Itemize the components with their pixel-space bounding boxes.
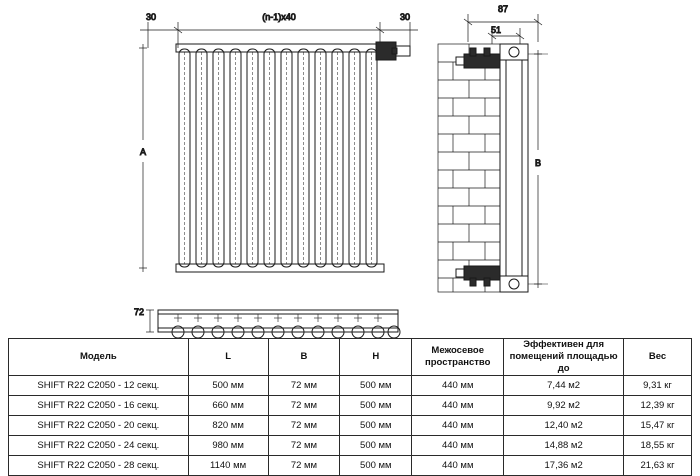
specifications-table <box>8 338 692 476</box>
cell-h: 500 мм <box>340 416 412 436</box>
fin-group <box>179 49 377 267</box>
cell-model: SHIFT R22 C2050 - 24 секц. <box>9 436 189 456</box>
front-valve-block <box>376 42 410 60</box>
cell-model: SHIFT R22 C2050 - 28 секц. <box>9 456 189 476</box>
cell-axis: 440 мм <box>412 436 504 456</box>
dim-top-left-text: 30 <box>145 12 157 22</box>
cell-l: 980 мм <box>188 436 268 456</box>
cell-area: 17,36 м2 <box>504 456 624 476</box>
cell-h: 500 мм <box>340 436 412 456</box>
cell-area: 12,40 м2 <box>504 416 624 436</box>
cell-l: 500 мм <box>188 376 268 396</box>
header-b: B <box>268 339 340 376</box>
cell-l: 1140 мм <box>188 456 268 476</box>
cell-area: 9,92 м2 <box>504 396 624 416</box>
header-h: H <box>340 339 412 376</box>
cell-b: 72 мм <box>268 376 340 396</box>
header-weight: Вес <box>624 339 692 376</box>
side-valve-bottom <box>456 266 500 286</box>
side-valve-top <box>456 48 500 68</box>
table-row <box>9 396 692 416</box>
cell-l: 660 мм <box>188 396 268 416</box>
cell-axis: 440 мм <box>412 396 504 416</box>
side-radiator-profile <box>500 44 528 292</box>
table-row <box>9 416 692 436</box>
cell-axis: 440 мм <box>412 456 504 476</box>
table-row <box>9 376 692 396</box>
cell-l: 820 мм <box>188 416 268 436</box>
cell-weight: 12,39 кг <box>624 396 692 416</box>
cell-model: SHIFT R22 C2050 - 16 секц. <box>9 396 189 416</box>
cell-area: 14,88 м2 <box>504 436 624 456</box>
brick-wall <box>438 44 500 292</box>
dim-side-87-text: 87 <box>497 4 509 14</box>
cell-b: 72 мм <box>268 416 340 436</box>
dim-top-right-text: 30 <box>399 12 411 22</box>
cell-h: 500 мм <box>340 456 412 476</box>
dim-bottom-72-text: 72 <box>133 307 145 317</box>
cell-b: 72 мм <box>268 456 340 476</box>
cell-weight: 9,31 кг <box>624 376 692 396</box>
table-header-row <box>9 339 692 376</box>
cell-weight: 18,55 кг <box>624 436 692 456</box>
cell-h: 500 мм <box>340 396 412 416</box>
cell-b: 72 мм <box>268 396 340 416</box>
header-axis-spacing: Межосевое пространство <box>412 339 504 376</box>
cell-model: SHIFT R22 C2050 - 20 секц. <box>9 416 189 436</box>
bottom-manifold-view <box>158 310 400 338</box>
table-row <box>9 436 692 456</box>
dim-height-b-text: B <box>534 158 542 168</box>
cell-weight: 21,63 кг <box>624 456 692 476</box>
header-model: Модель <box>9 339 189 376</box>
table-row <box>9 456 692 476</box>
dim-top-center-text: (n-1)x40 <box>262 12 296 22</box>
cell-b: 72 мм <box>268 436 340 456</box>
side-top-dimensions <box>464 14 542 44</box>
header-l: L <box>188 339 268 376</box>
cell-model: SHIFT R22 C2050 - 12 секц. <box>9 376 189 396</box>
front-view-body <box>176 42 410 272</box>
cell-area: 7,44 м2 <box>504 376 624 396</box>
cell-axis: 440 мм <box>412 376 504 396</box>
dim-side-51-text: 51 <box>490 25 502 35</box>
cell-weight: 15,47 кг <box>624 416 692 436</box>
bottom-left-dimension <box>146 310 154 332</box>
side-height-dimension <box>528 50 548 288</box>
cell-axis: 440 мм <box>412 416 504 436</box>
header-effective-area: Эффективен для помещений площадью до <box>504 339 624 376</box>
left-height-dimension <box>139 44 147 272</box>
cell-h: 500 мм <box>340 376 412 396</box>
dim-height-a-text: A <box>139 147 147 157</box>
